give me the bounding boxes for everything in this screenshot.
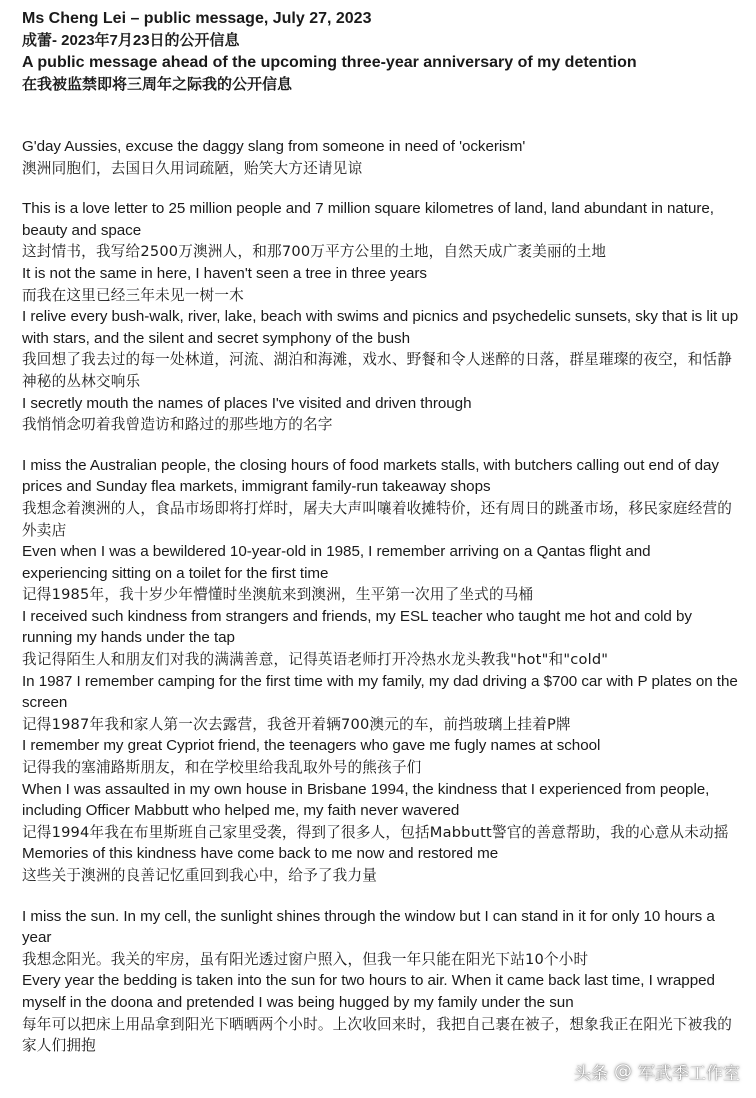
letter-body xyxy=(22,136,740,1057)
english-line: G'day Aussies, excuse the daggy slang from someone in need of 'ockerism' xyxy=(22,138,526,155)
subtitle-en: A public message ahead of the upcoming three-year anniversary of my detention xyxy=(22,54,637,71)
paragraph xyxy=(22,136,740,179)
english-line: Even when I was a bewildered 10-year-old in 1985, I remember arriving on a Qantas flight and experiencing sitting on a toilet for the first time xyxy=(22,543,651,582)
chinese-line: 我悄悄念叨着我曾造访和路过的那些地方的名字 xyxy=(22,416,333,434)
chinese-line: 我回想了我去过的每一处林道，河流、湖泊和海滩，戏水、野餐和令人迷醉的日落，群星璀璨的夜空，和恬静神秘的丛林交响乐 xyxy=(22,351,733,390)
english-line: Every year the bedding is taken into the sun for two hours to air. When it came back last time, I wrapped myself in the doona and pretended I was being hugged by my family under the sun xyxy=(22,972,715,1011)
chinese-line: 每年可以把床上用品拿到阳光下晒晒两个小时。上次收回来时，我把自己裹在被子，想象我正在阳光下被我的家人们拥抱 xyxy=(22,1015,733,1055)
chinese-line: 澳洲同胞们，去国日久用词疏陋，贻笑大方还请见谅 xyxy=(22,159,363,177)
title-zh: 成蕾- 2023年7月23日的公开信息 xyxy=(22,32,240,49)
watermark-prefix: 头条 xyxy=(574,1064,608,1084)
english-line: I secretly mouth the names of places I've visited and driven through xyxy=(22,394,472,412)
paragraph-gap xyxy=(22,436,740,455)
english-line: This is a love letter to 25 million people and 7 million square kilometres of land, land abundant in nature, beauty and space xyxy=(22,200,714,239)
watermark-at-icon: @ xyxy=(614,1061,632,1082)
english-line: I miss the sun. In my cell, the sunlight shines through the window but I can stand in it for only 10 hours a year xyxy=(22,907,715,947)
watermark-account: 军武季工作室 xyxy=(638,1064,740,1084)
chinese-line: 这些关于澳洲的良善记忆重回到我心中，给予了我力量 xyxy=(22,867,378,884)
paragraph-gap xyxy=(22,179,740,198)
paragraph xyxy=(22,198,740,436)
chinese-line: 我想念着澳洲的人，食品市场即将打烊时，屠夫大声叫嚷着收摊特价，还有周日的跳蚤市场，移民家庭经营的外卖店 xyxy=(22,499,733,539)
chinese-line: 这封情书，我写给2500万澳洲人，和那700万平方公里的土地，自然天成广袤美丽的土地 xyxy=(22,243,607,261)
english-line: It is not the same in here, I haven't seen a tree in three years xyxy=(22,264,427,282)
subtitle-zh: 在我被监禁即将三周年之际我的公开信息 xyxy=(22,76,293,93)
chinese-line: 我想念阳光。我关的牢房，虽有阳光透过窗户照入，但我一年只能在阳光下站10个小时 xyxy=(22,950,589,968)
english-line: I miss the Australian people, the closing hours of food markets stalls, with butchers calling out end of day prices and Sunday flea markets, immigrant family-run takeaway shops xyxy=(22,456,719,496)
english-line: Memories of this kindness have come back to me now and restored me xyxy=(22,845,499,863)
paragraph-gap xyxy=(22,887,740,906)
chinese-line: 我记得陌生人和朋友们对我的满满善意，记得英语老师打开冷热水龙头教我"hot"和"cold" xyxy=(22,651,609,669)
chinese-line: 记得我的塞浦路斯朋友，和在学校里给我乱取外号的熊孩子们 xyxy=(22,759,422,777)
paragraph xyxy=(22,906,740,1057)
chinese-line: 而我在这里已经三年未见一树一木 xyxy=(22,286,244,304)
english-line: I received such kindness from strangers and friends, my ESL teacher who taught me hot and cold by running my hands under the tap xyxy=(22,607,692,647)
chinese-line: 记得1987年我和家人第一次去露营，我爸开着辆700澳元的车，前挡玻璃上挂着P牌 xyxy=(22,715,571,733)
paragraph xyxy=(22,455,740,887)
header-gap xyxy=(22,96,740,136)
chinese-line: 记得1994年我在布里斯班自己家里受袭，得到了很多人，包括Mabbutt警官的善意帮助，我的心意从未动摇 xyxy=(22,823,729,841)
english-line: In 1987 I remember camping for the first time with my family, my dad driving a $700 car with P plates on the screen xyxy=(22,672,738,712)
chinese-line: 记得1985年，我十岁少年懵懂时坐澳航来到澳洲，生平第一次用了坐式的马桶 xyxy=(22,586,534,604)
watermark xyxy=(574,1059,740,1084)
english-line: When I was assaulted in my own house in Brisbane 1994, the kindness that I experienced from people, including Officer Mabbutt who helped me, my faith never wavered xyxy=(22,780,710,820)
title-en: Ms Cheng Lei – public message, July 27, 2023 xyxy=(22,10,372,27)
english-line: I relive every bush-walk, river, lake, beach with swims and picnics and psychedelic sunsets, sky that is lit up with stars, and the silent and secret symphony of the bush xyxy=(22,308,739,347)
english-line: I remember my great Cypriot friend, the teenagers who gave me fugly names at school xyxy=(22,737,601,755)
